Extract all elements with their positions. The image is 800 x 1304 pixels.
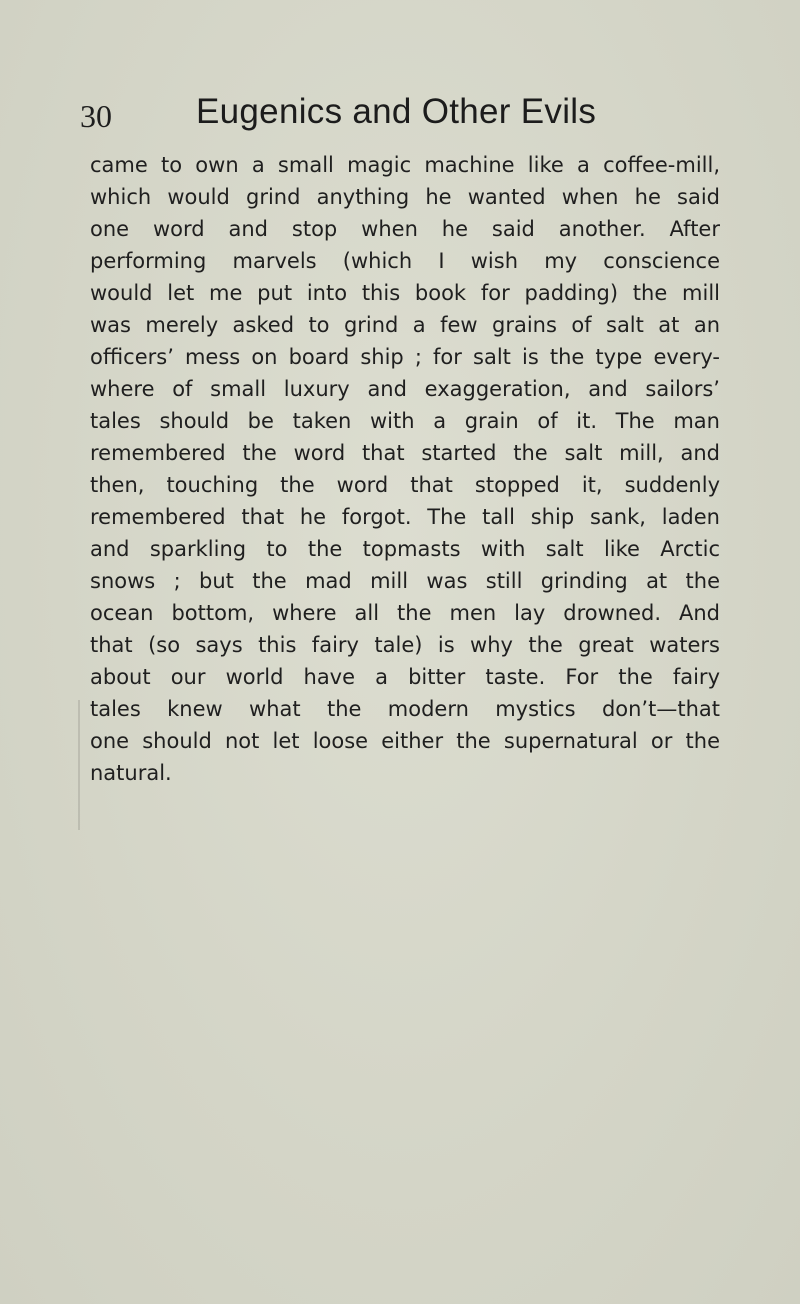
text-line: one should not let loose either the supernatural or the xyxy=(90,729,720,753)
text-line: then, touching the word that stopped it, suddenly xyxy=(90,473,720,497)
text-line: snows ; but the mad mill was still grinding at the xyxy=(90,569,720,593)
text-line: remembered that he forgot. The tall ship sank, laden xyxy=(90,505,720,529)
text-line: tales should be taken with a grain of it. The man xyxy=(90,409,720,433)
text-line: one word and stop when he said another. After xyxy=(90,217,720,241)
text-line: about our world have a bitter taste. For the fairy xyxy=(90,665,720,689)
text-line: ocean bottom, where all the men lay drowned. And xyxy=(90,601,720,625)
text-line: would let me put into this book for padding) the mill xyxy=(90,281,720,305)
page-number: 30 xyxy=(80,98,112,134)
text-line: came to own a small magic machine like a coffee-mill, xyxy=(90,153,720,177)
page-header xyxy=(80,92,720,142)
text-line: and sparkling to the topmasts with salt like Arctic xyxy=(90,537,720,561)
text-line: performing marvels (which I wish my conscience xyxy=(90,249,720,273)
body-text xyxy=(90,149,720,789)
text-line: where of small luxury and exaggeration, and sailors’ xyxy=(90,377,720,401)
text-line: that (so says this fairy tale) is why the great waters xyxy=(90,633,720,657)
text-line: remembered the word that started the salt mill, and xyxy=(90,441,720,465)
running-title: Eugenics and Other Evils xyxy=(196,92,597,131)
text-line: tales knew what the modern mystics don’t—that xyxy=(90,697,720,721)
page-shadow-mark xyxy=(78,700,80,830)
text-line: natural. xyxy=(90,761,172,785)
text-line: was merely asked to grind a few grains of salt at an xyxy=(90,313,720,337)
text-line: which would grind anything he wanted when he said xyxy=(90,185,720,209)
text-line: officers’ mess on board ship ; for salt is the type every- xyxy=(90,345,720,369)
